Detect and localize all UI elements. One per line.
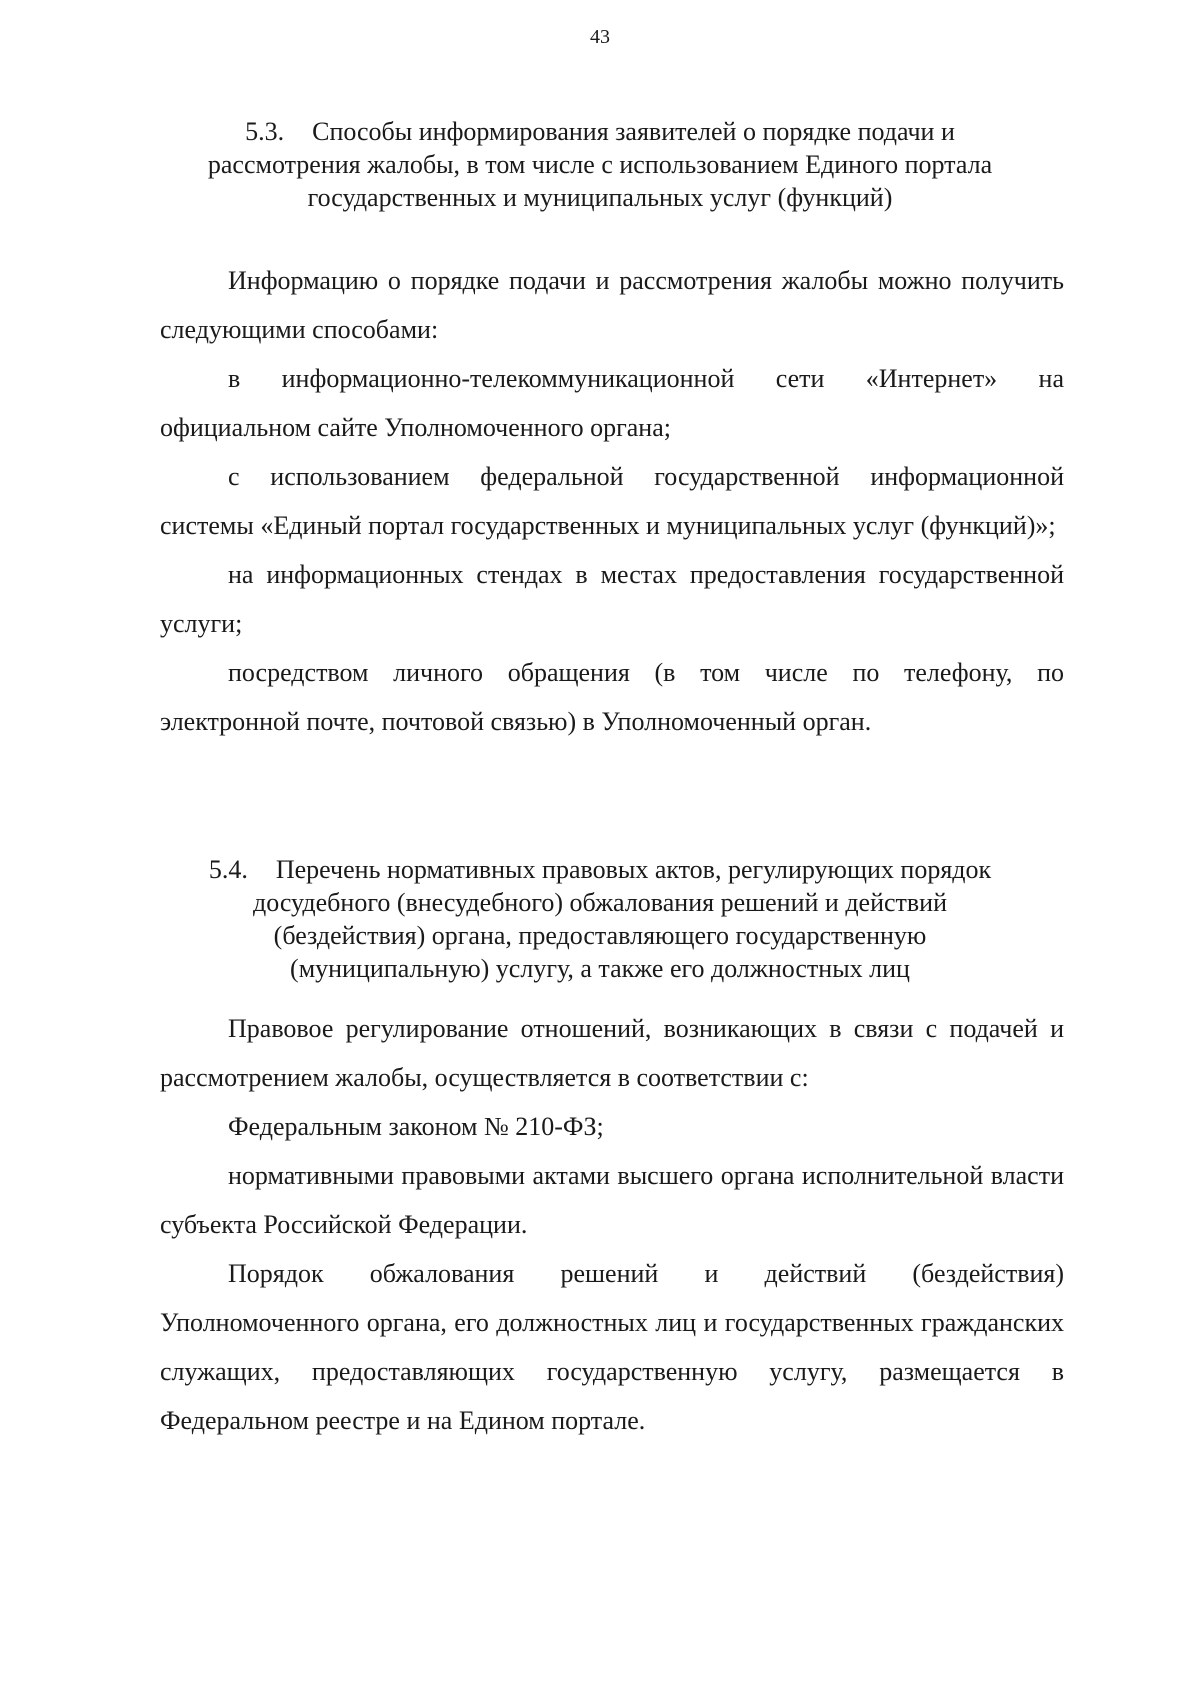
paragraph: нормативными правовыми актами высшего органа исполнительной власти субъекта Российской Федерации. — [160, 1161, 1064, 1239]
section-5-4-heading — [150, 853, 1050, 985]
section-5-3-title-line: рассмотрения жалобы, в том числе с использованием Единого портала — [207, 150, 993, 179]
paragraph: Порядок обжалования решений и действий (бездействия) Уполномоченного органа, его должностных лиц и государственных гражданских служащих, предоставляющих государственную услугу, размещается в Федеральном реестре и на Едином портале. — [160, 1259, 1064, 1435]
section-5-3-body — [160, 256, 1064, 746]
page-number: 43 — [590, 26, 610, 48]
paragraph: Федеральным законом № 210-ФЗ; — [228, 1112, 604, 1141]
paragraph: на информационных стендах в местах предоставления государственной услуги; — [160, 560, 1064, 638]
section-5-3-number: 5.3. — [245, 117, 285, 146]
section-5-4-title-line: (бездействия) органа, предоставляющего государственную — [273, 921, 927, 950]
paragraph: Правовое регулирование отношений, возникающих в связи с подачей и рассмотрением жалобы, осуществляется в соответствии с: — [160, 1014, 1064, 1092]
section-5-3-title-line: Способы информирования заявителей о порядке подачи и — [312, 117, 955, 146]
section-5-4-number: 5.4. — [208, 855, 248, 884]
section-5-3-heading-line-1 — [150, 115, 1050, 148]
section-5-3-title-line: государственных и муниципальных услуг (функций) — [307, 183, 893, 212]
paragraph: в информационно-телекоммуникационной сети «Интернет» на официальном сайте Уполномоченного органа; — [160, 364, 1064, 442]
paragraph: Информацию о порядке подачи и рассмотрения жалобы можно получить следующими способами: — [160, 266, 1064, 344]
paragraph: с использованием федеральной государственной информационной системы «Единый портал государственных и муниципальных услуг (функций)»; — [160, 462, 1064, 540]
section-5-4-heading-line-1 — [150, 853, 1050, 886]
section-5-4-title-line: (муниципальную) услугу, а также его должностных лиц — [290, 954, 910, 983]
paragraph: посредством личного обращения (в том числе по телефону, по электронной почте, почтовой связью) в Уполномоченный орган. — [160, 658, 1064, 736]
section-5-3-heading — [150, 115, 1050, 214]
section-5-4-title-line: досудебного (внесудебного) обжалования решений и действий — [252, 888, 948, 917]
section-5-4-title-line: Перечень нормативных правовых актов, регулирующих порядок — [275, 855, 992, 884]
section-5-4-body — [160, 1004, 1064, 1445]
